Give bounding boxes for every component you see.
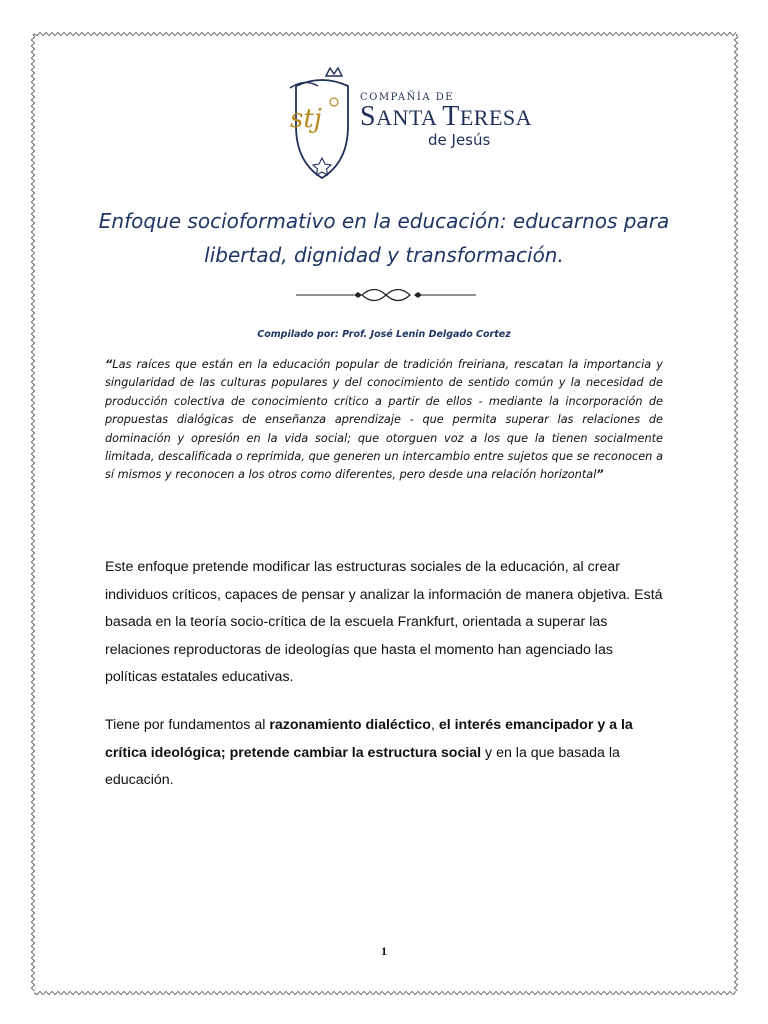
logo-line1: COMPAÑÍA DE: [360, 92, 455, 103]
document-title: [80, 204, 688, 272]
monogram: stj: [290, 104, 322, 134]
title-line1: Enfoque socioformativo en la educación: educarnos para: [98, 209, 670, 233]
bold-term-1: razonamiento dialéctico: [269, 717, 431, 733]
quote-block: [105, 356, 663, 485]
compiled-by: Compilado por: Prof. José Lenin Delgado Cortez: [257, 329, 511, 340]
paragraph-1: Este enfoque pretende modificar las estructuras sociales de la educación, al crear individuos críticos, capaces de pensar y analizar la información de manera objetiva. Está basada en la teoría socio-crítica de la escuela Frankfurt, orientada a superar las relaciones reproductoras de ideologías que hasta el momento han agenciado las políticas estatales educativas.: [105, 559, 663, 685]
ornament-divider-icon: [296, 286, 476, 304]
quote-open-mark: “: [105, 358, 113, 371]
title-line2: libertad, dignidad y transformación.: [204, 243, 564, 267]
logo-line3: de Jesús: [428, 131, 491, 149]
quote-close-mark: ”: [596, 468, 604, 482]
quote-text: Las raíces que están en la educación popular de tradición freiriana, rescatan la importancia y singularidad de las culturas populares y del conocimiento de sentido común y la necesidad de producción colectiva de conocimiento crítico a partir de ellos - mediante la incorporación de propuestas dialógicas de enseñanza aprendizaje - que permita superar las relaciones de dominación y opresión en la vida social; que otorguen voz a los que la tienen socialmente limitada, descalificada o reprimida, que generen un intercambio entre sujetos que se reconocen a sí mismos y reconocen a los otros como diferentes, pero desde una relación horizontal: [105, 358, 663, 482]
paragraph-2: Tiene por fundamentos al razonamiento dialéctico, el interés emancipador y a la crítica ideológica; pretende cambiar la estructura social y en la que basada la educación.: [105, 717, 633, 788]
page-number: 1: [381, 944, 387, 958]
logo-wordmark: [360, 92, 532, 149]
logo-line2: SANTA TERESA: [360, 101, 533, 132]
bold-term-2: el interés emancipador y a la crítica ideológica; pretende cambiar la estructura social: [105, 717, 633, 761]
